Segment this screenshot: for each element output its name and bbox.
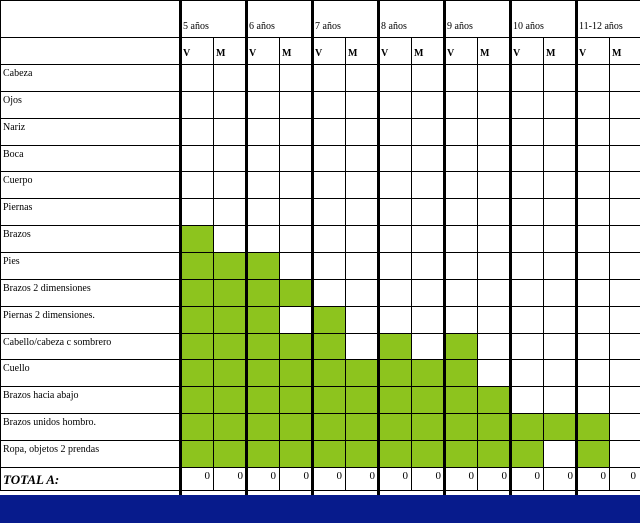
score-cell[interactable] xyxy=(213,145,247,172)
score-cell[interactable] xyxy=(609,91,640,119)
score-cell[interactable] xyxy=(345,91,379,119)
total-value: 0 xyxy=(567,470,573,482)
score-cell[interactable] xyxy=(378,440,412,468)
age-label: 6 años xyxy=(249,21,275,32)
total-value: 0 xyxy=(600,470,606,482)
score-cell[interactable] xyxy=(543,359,577,387)
score-cell[interactable] xyxy=(477,145,511,172)
score-cell[interactable] xyxy=(411,225,445,253)
score-cell[interactable] xyxy=(477,118,511,146)
score-cell[interactable] xyxy=(576,145,610,172)
score-cell[interactable] xyxy=(180,440,214,468)
score-cell[interactable] xyxy=(213,413,247,441)
score-cell[interactable] xyxy=(279,279,313,307)
score-cell[interactable] xyxy=(576,118,610,146)
subcol-v-label: V xyxy=(381,48,389,59)
subcol-v-label: V xyxy=(579,48,587,59)
score-cell[interactable] xyxy=(510,118,544,146)
score-cell[interactable] xyxy=(213,306,247,334)
total-value: 0 xyxy=(369,470,375,482)
score-cell[interactable] xyxy=(279,198,313,226)
score-cell[interactable] xyxy=(411,145,445,172)
row-label: Cuello xyxy=(3,363,30,374)
subcol-m-label: M xyxy=(546,48,556,59)
score-cell[interactable] xyxy=(279,118,313,146)
score-cell[interactable] xyxy=(510,333,544,360)
score-cell[interactable] xyxy=(246,413,280,441)
age-group-divider xyxy=(443,0,446,495)
score-cell[interactable] xyxy=(510,91,544,119)
score-cell[interactable] xyxy=(444,91,478,119)
score-cell[interactable] xyxy=(510,64,544,92)
score-cell[interactable] xyxy=(609,252,640,280)
score-cell[interactable] xyxy=(411,386,445,414)
score-cell[interactable] xyxy=(609,279,640,307)
score-cell[interactable] xyxy=(477,171,511,199)
score-cell[interactable] xyxy=(510,252,544,280)
score-cell[interactable] xyxy=(312,306,346,334)
score-cell[interactable] xyxy=(576,386,610,414)
score-cell[interactable] xyxy=(279,413,313,441)
score-cell[interactable] xyxy=(378,198,412,226)
score-cell[interactable] xyxy=(609,333,640,360)
score-cell[interactable] xyxy=(576,252,610,280)
score-cell[interactable] xyxy=(213,440,247,468)
score-cell[interactable] xyxy=(180,91,214,119)
score-cell[interactable] xyxy=(279,306,313,334)
score-cell[interactable] xyxy=(345,306,379,334)
subcol-v-label: V xyxy=(249,48,257,59)
score-cell[interactable] xyxy=(411,359,445,387)
score-cell[interactable] xyxy=(279,91,313,119)
score-cell[interactable] xyxy=(543,91,577,119)
score-cell[interactable] xyxy=(477,413,511,441)
age-label: 8 años xyxy=(381,21,407,32)
score-cell[interactable] xyxy=(312,440,346,468)
row-label: Ojos xyxy=(3,95,22,106)
score-cell[interactable] xyxy=(510,145,544,172)
score-cell[interactable] xyxy=(279,145,313,172)
score-cell[interactable] xyxy=(576,359,610,387)
score-cell[interactable] xyxy=(543,306,577,334)
subcol-m-label: M xyxy=(480,48,490,59)
score-cell[interactable] xyxy=(609,306,640,334)
age-group-divider xyxy=(575,0,578,495)
score-cell[interactable] xyxy=(609,225,640,253)
score-cell[interactable] xyxy=(279,386,313,414)
row-label: Cabeza xyxy=(3,68,33,79)
score-cell[interactable] xyxy=(477,386,511,414)
score-cell[interactable] xyxy=(345,359,379,387)
score-cell[interactable] xyxy=(312,91,346,119)
row-label: Brazos 2 dimensiones xyxy=(3,283,91,294)
score-cell[interactable] xyxy=(378,252,412,280)
score-cell[interactable] xyxy=(510,413,544,441)
subtitle-cell xyxy=(0,37,181,65)
row-label: Brazos xyxy=(3,229,31,240)
score-cell[interactable] xyxy=(312,333,346,360)
score-cell[interactable] xyxy=(477,440,511,468)
score-cell[interactable] xyxy=(246,333,280,360)
score-cell[interactable] xyxy=(279,252,313,280)
score-cell[interactable] xyxy=(543,440,577,468)
score-cell[interactable] xyxy=(411,333,445,360)
age-label: 5 años xyxy=(183,21,209,32)
score-cell[interactable] xyxy=(345,171,379,199)
score-cell[interactable] xyxy=(576,64,610,92)
score-cell[interactable] xyxy=(609,171,640,199)
score-cell[interactable] xyxy=(609,386,640,414)
score-cell[interactable] xyxy=(180,118,214,146)
score-cell[interactable] xyxy=(246,252,280,280)
score-cell[interactable] xyxy=(411,279,445,307)
score-cell[interactable] xyxy=(378,171,412,199)
score-cell[interactable] xyxy=(444,359,478,387)
score-cell[interactable] xyxy=(378,359,412,387)
score-cell[interactable] xyxy=(543,225,577,253)
score-cell[interactable] xyxy=(312,279,346,307)
score-cell[interactable] xyxy=(345,198,379,226)
row-label: Piernas xyxy=(3,202,33,213)
score-cell[interactable] xyxy=(444,171,478,199)
score-cell[interactable] xyxy=(576,91,610,119)
subcol-v-label: V xyxy=(447,48,455,59)
score-cell[interactable] xyxy=(312,413,346,441)
total-value: 0 xyxy=(204,470,210,482)
score-cell[interactable] xyxy=(246,440,280,468)
total-value: 0 xyxy=(336,470,342,482)
score-cell[interactable] xyxy=(378,386,412,414)
score-cell[interactable] xyxy=(312,386,346,414)
score-cell[interactable] xyxy=(180,413,214,441)
score-cell[interactable] xyxy=(180,225,214,253)
subcol-m-label: M xyxy=(612,48,622,59)
score-cell[interactable] xyxy=(477,91,511,119)
score-cell[interactable] xyxy=(510,198,544,226)
row-label: Nariz xyxy=(3,122,26,133)
score-cell[interactable] xyxy=(411,440,445,468)
score-cell[interactable] xyxy=(543,413,577,441)
score-cell[interactable] xyxy=(246,386,280,414)
score-cell[interactable] xyxy=(477,252,511,280)
score-cell[interactable] xyxy=(345,225,379,253)
score-cell[interactable] xyxy=(510,359,544,387)
score-cell[interactable] xyxy=(345,118,379,146)
score-cell[interactable] xyxy=(609,359,640,387)
score-cell[interactable] xyxy=(444,64,478,92)
score-cell[interactable] xyxy=(543,279,577,307)
score-cell[interactable] xyxy=(312,64,346,92)
score-cell[interactable] xyxy=(213,386,247,414)
score-cell[interactable] xyxy=(411,413,445,441)
total-value: 0 xyxy=(501,470,507,482)
score-cell[interactable] xyxy=(543,333,577,360)
score-cell[interactable] xyxy=(246,118,280,146)
total-value: 0 xyxy=(435,470,441,482)
score-cell[interactable] xyxy=(609,198,640,226)
score-cell[interactable] xyxy=(576,171,610,199)
row-label-cell xyxy=(0,91,181,119)
score-cell[interactable] xyxy=(444,198,478,226)
row-label: Boca xyxy=(3,149,24,160)
score-cell[interactable] xyxy=(246,145,280,172)
score-cell[interactable] xyxy=(444,118,478,146)
score-cell[interactable] xyxy=(510,306,544,334)
score-cell[interactable] xyxy=(378,118,412,146)
score-cell[interactable] xyxy=(378,279,412,307)
score-cell[interactable] xyxy=(312,225,346,253)
score-cell[interactable] xyxy=(345,252,379,280)
score-cell[interactable] xyxy=(180,359,214,387)
row-label-cell xyxy=(0,145,181,172)
age-group-divider xyxy=(245,0,248,495)
score-cell[interactable] xyxy=(477,306,511,334)
score-cell[interactable] xyxy=(279,64,313,92)
score-cell[interactable] xyxy=(576,306,610,334)
score-cell[interactable] xyxy=(576,198,610,226)
score-cell[interactable] xyxy=(312,359,346,387)
score-cell[interactable] xyxy=(345,386,379,414)
score-cell[interactable] xyxy=(543,145,577,172)
age-group-divider xyxy=(311,0,314,495)
row-label: Cuerpo xyxy=(3,175,33,186)
score-cell[interactable] xyxy=(543,171,577,199)
score-cell[interactable] xyxy=(444,225,478,253)
score-cell[interactable] xyxy=(411,91,445,119)
score-cell[interactable] xyxy=(345,440,379,468)
score-cell[interactable] xyxy=(246,306,280,334)
score-cell[interactable] xyxy=(477,198,511,226)
score-cell[interactable] xyxy=(213,91,247,119)
total-value: 0 xyxy=(630,470,636,482)
score-cell[interactable] xyxy=(477,333,511,360)
score-cell[interactable] xyxy=(312,252,346,280)
score-cell[interactable] xyxy=(477,64,511,92)
score-cell[interactable] xyxy=(345,333,379,360)
score-cell[interactable] xyxy=(378,145,412,172)
score-cell[interactable] xyxy=(279,359,313,387)
score-cell[interactable] xyxy=(444,333,478,360)
subcol-m-label: M xyxy=(414,48,424,59)
score-cell[interactable] xyxy=(279,171,313,199)
score-cell[interactable] xyxy=(345,279,379,307)
total-value: 0 xyxy=(534,470,540,482)
score-cell[interactable] xyxy=(411,306,445,334)
score-cell[interactable] xyxy=(213,333,247,360)
score-cell[interactable] xyxy=(180,64,214,92)
score-cell[interactable] xyxy=(576,279,610,307)
score-cell[interactable] xyxy=(444,279,478,307)
score-cell[interactable] xyxy=(213,279,247,307)
total-value: 0 xyxy=(303,470,309,482)
score-cell[interactable] xyxy=(378,225,412,253)
score-cell[interactable] xyxy=(180,386,214,414)
row-label: Ropa, objetos 2 prendas xyxy=(3,444,100,455)
age-label: 7 años xyxy=(315,21,341,32)
score-cell[interactable] xyxy=(312,171,346,199)
score-cell[interactable] xyxy=(411,198,445,226)
score-cell[interactable] xyxy=(345,145,379,172)
score-cell[interactable] xyxy=(444,252,478,280)
score-cell[interactable] xyxy=(279,225,313,253)
age-header-cell xyxy=(576,0,640,38)
score-cell[interactable] xyxy=(378,306,412,334)
age-group-divider xyxy=(509,0,512,495)
score-cell[interactable] xyxy=(444,145,478,172)
score-cell[interactable] xyxy=(378,413,412,441)
score-cell[interactable] xyxy=(609,118,640,146)
score-cell[interactable] xyxy=(246,64,280,92)
score-cell[interactable] xyxy=(378,91,412,119)
score-cell[interactable] xyxy=(543,64,577,92)
score-cell[interactable] xyxy=(576,440,610,468)
row-label-cell xyxy=(0,252,181,280)
score-cell[interactable] xyxy=(279,333,313,360)
score-cell[interactable] xyxy=(510,279,544,307)
score-cell[interactable] xyxy=(477,359,511,387)
age-header-cell xyxy=(180,0,247,38)
score-cell[interactable] xyxy=(543,252,577,280)
row-label-cell xyxy=(0,118,181,146)
score-cell[interactable] xyxy=(312,118,346,146)
age-header-cell xyxy=(312,0,379,38)
row-label: Cabello/cabeza c sombrero xyxy=(3,337,112,348)
score-cell[interactable] xyxy=(510,225,544,253)
score-cell[interactable] xyxy=(543,386,577,414)
score-cell[interactable] xyxy=(180,145,214,172)
score-cell[interactable] xyxy=(411,118,445,146)
age-header-cell xyxy=(510,0,577,38)
score-cell[interactable] xyxy=(180,306,214,334)
score-cell[interactable] xyxy=(312,145,346,172)
score-cell[interactable] xyxy=(576,413,610,441)
subcol-m-label: M xyxy=(348,48,358,59)
score-cell[interactable] xyxy=(246,198,280,226)
score-cell[interactable] xyxy=(543,198,577,226)
row-label: Brazos unidos hombro. xyxy=(3,417,97,428)
score-cell[interactable] xyxy=(246,91,280,119)
age-group-divider xyxy=(179,0,182,495)
score-cell[interactable] xyxy=(180,198,214,226)
total-value: 0 xyxy=(270,470,276,482)
score-cell[interactable] xyxy=(246,359,280,387)
score-cell[interactable] xyxy=(345,413,379,441)
score-cell[interactable] xyxy=(213,64,247,92)
row-label: Pies xyxy=(3,256,20,267)
score-cell[interactable] xyxy=(312,198,346,226)
score-cell[interactable] xyxy=(477,279,511,307)
score-cell[interactable] xyxy=(609,64,640,92)
score-cell[interactable] xyxy=(444,306,478,334)
score-cell[interactable] xyxy=(345,64,379,92)
subcol-m-label: M xyxy=(216,48,226,59)
age-header-cell xyxy=(246,0,313,38)
score-cell[interactable] xyxy=(510,171,544,199)
score-cell[interactable] xyxy=(246,225,280,253)
score-cell[interactable] xyxy=(411,171,445,199)
age-label: 9 años xyxy=(447,21,473,32)
subcol-v-label: V xyxy=(513,48,521,59)
score-cell[interactable] xyxy=(213,359,247,387)
age-group-divider xyxy=(377,0,380,495)
score-cell[interactable] xyxy=(444,386,478,414)
score-cell[interactable] xyxy=(279,440,313,468)
age-header-cell xyxy=(378,0,445,38)
subcol-m-label: M xyxy=(282,48,292,59)
row-label: Brazos hacia abajo xyxy=(3,390,79,401)
score-cell[interactable] xyxy=(246,171,280,199)
total-value: 0 xyxy=(468,470,474,482)
score-cell[interactable] xyxy=(180,252,214,280)
score-cell[interactable] xyxy=(411,252,445,280)
row-label: Piernas 2 dimensiones. xyxy=(3,310,95,321)
score-cell[interactable] xyxy=(576,225,610,253)
score-cell[interactable] xyxy=(378,333,412,360)
score-cell[interactable] xyxy=(213,118,247,146)
score-cell[interactable] xyxy=(378,64,412,92)
score-cell[interactable] xyxy=(510,440,544,468)
score-cell[interactable] xyxy=(411,64,445,92)
total-value: 0 xyxy=(402,470,408,482)
score-cell[interactable] xyxy=(477,225,511,253)
score-cell[interactable] xyxy=(510,386,544,414)
score-cell[interactable] xyxy=(246,279,280,307)
total-label: TOTAL A: xyxy=(3,472,60,487)
score-cell[interactable] xyxy=(180,333,214,360)
score-cell[interactable] xyxy=(213,171,247,199)
age-label: 11-12 años xyxy=(579,21,623,32)
subcol-v-label: V xyxy=(183,48,191,59)
score-cell[interactable] xyxy=(180,279,214,307)
score-cell[interactable] xyxy=(576,333,610,360)
score-cell[interactable] xyxy=(609,145,640,172)
score-cell[interactable] xyxy=(444,440,478,468)
score-cell[interactable] xyxy=(213,252,247,280)
total-value: 0 xyxy=(237,470,243,482)
age-header-cell xyxy=(444,0,511,38)
footer-bar xyxy=(0,495,640,523)
score-cell[interactable] xyxy=(609,413,640,441)
score-cell[interactable] xyxy=(609,440,640,468)
score-cell[interactable] xyxy=(180,171,214,199)
title-cell xyxy=(0,0,181,38)
score-cell[interactable] xyxy=(213,198,247,226)
age-label: 10 años xyxy=(513,21,544,32)
score-cell[interactable] xyxy=(444,413,478,441)
subcol-v-label: V xyxy=(315,48,323,59)
score-cell[interactable] xyxy=(213,225,247,253)
score-cell[interactable] xyxy=(543,118,577,146)
